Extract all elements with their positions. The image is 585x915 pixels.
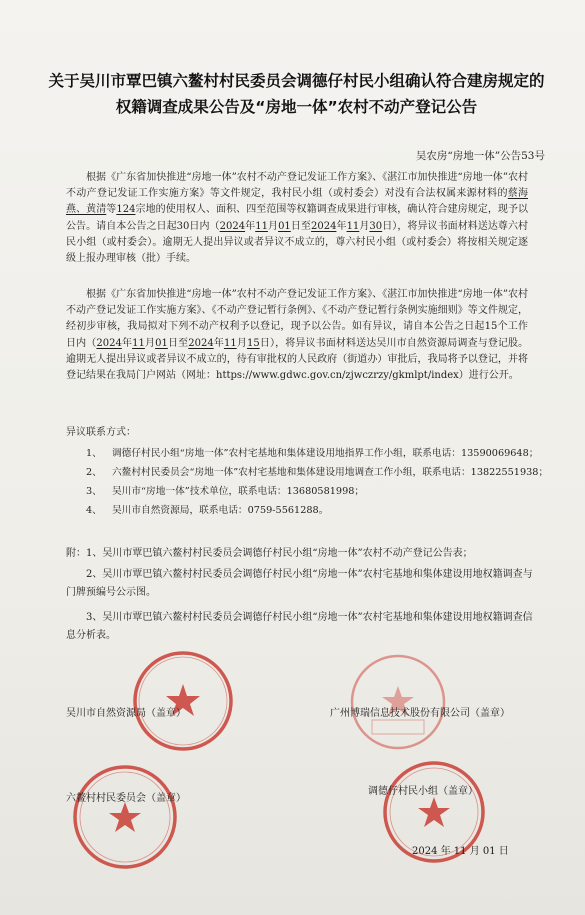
contact-item	[86, 466, 556, 480]
contact-item	[86, 485, 556, 499]
para1-start-day: 01	[278, 220, 291, 232]
para2-day-suffix: 日	[259, 337, 270, 349]
para2-end-year: 2024	[188, 337, 214, 349]
signature-technical-company: 广州博瑞信息技术股份有限公司（盖章）	[330, 708, 510, 719]
para1-text-a: 根据《广东省加快推进“房地一体”农村不动产登记发证工作方案》、《湛江市加快推进“房地一体”农村不动产登记发证工作实施方案》等文件规定，我村民小组（或村委会）对没有合法权属来源材料的	[66, 172, 528, 200]
contact-number: 1、	[86, 448, 102, 459]
para2-text-a: 根据《广东省加快推进“房地一体”农村不动产登记发证工作方案》、《湛江市加快推进“房地一体”农村不动产登记发证工作实施方案》、《不动产登记暂行条例》、《不动产登记暂行条例实施细则》等文件规定，经初步审核，我局拟对下列不动产权利予以登记，现予以公告。如有异议，请自本公告之日起15个工作日内（	[66, 289, 528, 349]
contact-number: 2、	[86, 467, 102, 478]
para1-month-suffix-2: 月	[359, 220, 370, 232]
company-seal-icon	[346, 650, 450, 754]
para2-end-day: 15	[246, 337, 260, 349]
village-committee-seal-icon	[70, 762, 180, 872]
para1-end-month: 11	[346, 220, 360, 232]
para2-year-suffix-2: 年	[213, 337, 224, 349]
signature-date: 2024 年 11 月 01 日	[412, 846, 509, 857]
para2-month-suffix-2: 月	[236, 337, 247, 349]
para1-start-year: 2024	[219, 220, 246, 232]
para2-month-suffix-1: 月	[144, 337, 156, 349]
para2-start-month: 11	[132, 337, 145, 349]
para1-year-suffix-1: 年	[245, 220, 256, 232]
contact-item	[86, 504, 556, 518]
signature-natural-resources-bureau: 吴川市自然资源局（盖章）	[66, 708, 186, 719]
para1-year-suffix-2: 年	[336, 220, 347, 232]
contact-item	[86, 447, 556, 461]
document-number: 吴农房“房地一体”公告53号	[415, 150, 545, 162]
contact-text: 六鳌村村民委员会“房地一体”农村宅基地和集体建设用地调查工作小组，联系电话：13822551938；	[112, 467, 549, 478]
para1-day-to: 日至	[290, 220, 311, 232]
attachment-3: 3、吴川市覃巴镇六鳌村村民委员会调德仔村民小组“房地一体”农村宅基地和集体建设用地权籍调查信息分析表。	[66, 612, 533, 641]
signature-villager-group: 调德仔村民小组（盖章）	[368, 786, 478, 797]
para2-year-suffix-1: 年	[121, 337, 133, 349]
para1-parcel-count: 124	[116, 204, 136, 216]
signature-village-committee: 六鳌村村民委员会（盖章）	[66, 793, 186, 804]
contact-text: 调德仔村民小组“房地一体”农村宅基地和集体建设用地指界工作小组，联系电话：13590069648；	[112, 448, 539, 459]
para1-day-suffix: 日	[382, 220, 393, 232]
attachment-2: 2、吴川市覃巴镇六鳌村村民委员会调德仔村民小组“房地一体”农村宅基地和集体建设用地权籍调查与门牌预编号公示图。	[66, 569, 533, 598]
para1-start-month: 11	[255, 220, 268, 232]
para2-end-month: 11	[223, 337, 237, 349]
para2-start-day: 01	[155, 337, 168, 349]
paragraph-1	[66, 170, 528, 267]
contact-number: 3、	[86, 486, 102, 497]
para2-start-year: 2024	[96, 337, 122, 349]
para2-day-to: 日至	[167, 337, 189, 349]
para1-text-d: ），将异议书面材料送达尊六村民小组（或村委会）。逾期无人提出异议或者异议不成立的，尊六村民小组（或村委会）将按相关规定逐级上报办理审核（批）手续。	[66, 220, 529, 265]
para1-end-day: 30	[369, 220, 383, 232]
para1-text-b: 等	[106, 204, 117, 216]
natural-resources-bureau-seal-icon	[130, 648, 236, 754]
para2-text-b: ），将异议书面材料送达吴川市自然资源局调查与登记股。逾期无人提出异议或者异议不成立的，待有审批权的人民政府（街道办）审批后，我局将予以登记，并将登记结果在我局门户网站（网址：https://www.gdwc.gov.cn/zjwczrzy/gkmlpt/index）进行公开。	[66, 337, 529, 382]
para1-end-year: 2024	[310, 220, 337, 232]
paragraph-2	[66, 287, 528, 384]
para1-text-c: 宗地的使用权人、面积、四至范围等权籍调查成果进行审核，确认符合建房规定，现予以公告。请自本公告之日起30日内（	[66, 204, 529, 232]
para1-owner-names: 蔡海燕、黄清	[66, 188, 529, 216]
attachment-1: 附：1、吴川市覃巴镇六鳌村村民委员会调德仔村民小组“房地一体”农村不动产登记公告表；	[66, 548, 473, 559]
contact-text: 吴川市“房地一体”技术单位，联系电话：13680581998；	[112, 486, 365, 497]
contacts-heading: 异议联系方式：	[66, 427, 136, 438]
notice-title: 关于吴川市覃巴镇六鳌村村民委员会调德仔村民小组确认符合建房规定的权籍调查成果公告及“房地一体”农村不动产登记公告	[48, 72, 545, 116]
para1-month-suffix-1: 月	[267, 220, 279, 232]
contact-text: 吴川市自然资源局，联系电话：0759-5561288。	[112, 505, 329, 516]
contact-number: 4、	[86, 505, 102, 516]
